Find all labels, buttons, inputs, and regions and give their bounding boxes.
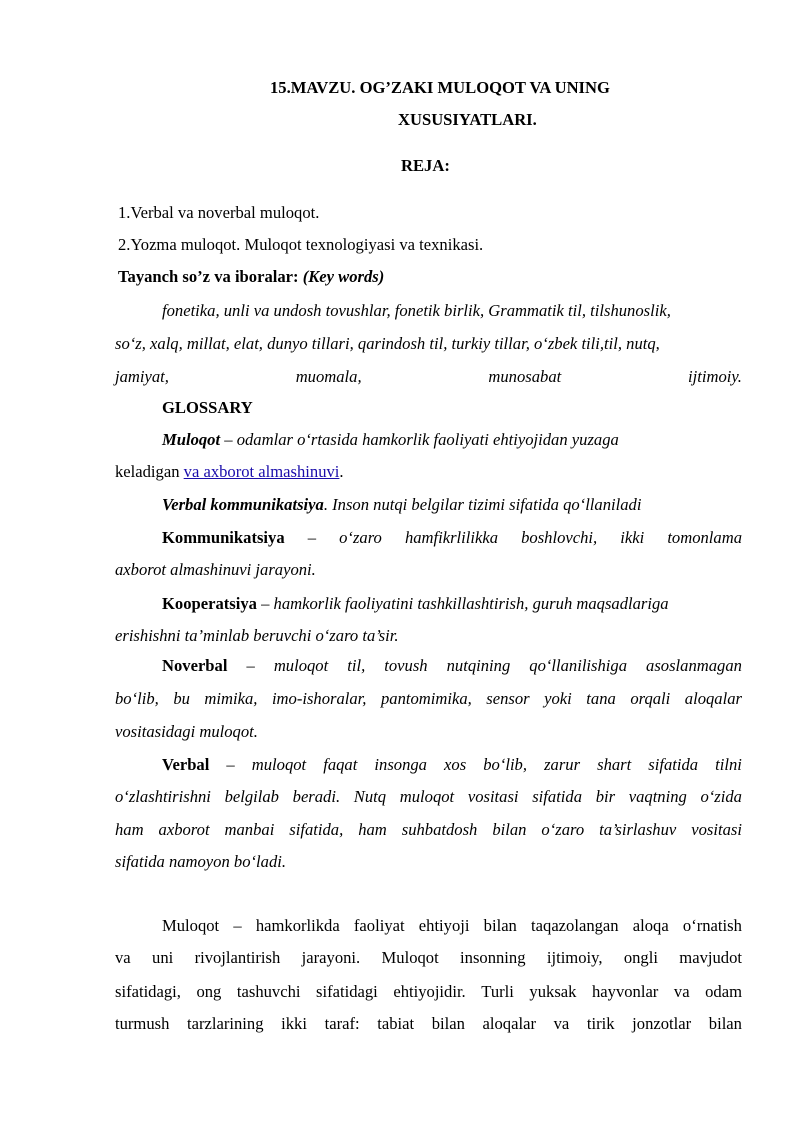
word: aloqa: [632, 916, 669, 935]
word: vaqtning: [628, 787, 687, 806]
word: vositasi: [467, 787, 519, 806]
word: taqazolangan: [531, 916, 619, 935]
glossary-term-muloqot: Muloqot: [162, 430, 221, 449]
glossary-term-kooperatsiya: Kooperatsiya: [162, 594, 257, 613]
word: va: [673, 982, 690, 1001]
word: muloqot: [399, 787, 455, 806]
word: hamkorlikda: [255, 916, 340, 935]
keywords-line-1: fonetika, unli va undosh tovushlar, fonetik birlik, Grammatik til, tilshunoslik,: [162, 301, 671, 320]
word: muloqot: [251, 755, 307, 774]
word: mavjudot: [679, 948, 742, 967]
keywords-heading: [118, 267, 384, 287]
word: qo‘llanilishiga: [529, 656, 628, 675]
word: ongli: [623, 948, 658, 967]
word: asoslanmagan: [646, 656, 742, 675]
body-paragraph-line-2: [115, 948, 742, 968]
word: –: [246, 656, 255, 675]
keywords-label-en: (Key words): [302, 267, 385, 286]
word: jarayoni.: [301, 948, 361, 967]
plan-item-2: 2.Yozma muloqot. Muloqot texnologiyasi va texnikasi.: [118, 235, 484, 254]
word: ham: [358, 820, 387, 839]
word: tomonlama: [667, 528, 742, 547]
word: ehtiyojidir.: [393, 982, 466, 1001]
word: shart: [597, 755, 632, 774]
word: ijtimoiy.: [688, 367, 742, 386]
word: va: [553, 1014, 570, 1033]
glossary-def-verbal-line2: [115, 787, 742, 807]
word: insonga: [374, 755, 427, 774]
glossary-entry-verbal: [162, 755, 742, 775]
keywords-line-2: so‘z, xalq, millat, elat, dunyo tillari, qarindosh til, turkiy tillar, o‘zbek tili,til, nutq,: [115, 334, 660, 353]
body-paragraph-line-4: [115, 1014, 742, 1034]
glossary-def-kommunikatsiya-line2: axborot almashinuvi jarayoni.: [115, 560, 316, 579]
word: bilan: [708, 1014, 742, 1033]
word: sifatida: [532, 787, 583, 806]
word: zarur: [544, 755, 581, 774]
glossary-entry-muloqot-cont: [115, 462, 344, 482]
glossary-entry-kooperatsiya: [162, 594, 669, 614]
glossary-def-muloqot: – odamlar o‘rtasida hamkorlik faoliyati ehtiyojidan yuzaga: [220, 430, 619, 449]
word: ehtiyoji: [418, 916, 470, 935]
word: –: [226, 755, 235, 774]
glossary-entry-verbal-kommunikatsiya: [162, 495, 641, 515]
glossary-entry-muloqot: [162, 430, 619, 450]
word: sifatidagi,: [115, 982, 181, 1001]
word: muomala,: [295, 367, 362, 386]
word: boshlovchi,: [521, 528, 598, 547]
word: tilni: [715, 755, 742, 774]
word: hamfikrlilikka: [404, 528, 499, 547]
body-paragraph-line-1: [162, 916, 742, 936]
word: va: [115, 948, 131, 967]
word: ikki: [620, 528, 645, 547]
body-paragraph-line-3: [115, 982, 742, 1002]
word: jamiyat,: [115, 367, 169, 386]
glossary-def-muloqot-prefix: keladigan: [115, 462, 184, 481]
word: tana: [586, 689, 616, 708]
word: –: [307, 528, 317, 547]
word: bilan: [483, 916, 517, 935]
word: tovush: [384, 656, 428, 675]
glossary-term-verbal: Verbal: [162, 755, 210, 774]
word: hayvonlar: [591, 982, 659, 1001]
word: aloqalar: [684, 689, 742, 708]
word: munosabat: [488, 367, 562, 386]
word: sensor: [486, 689, 530, 708]
glossary-def-noverbal-line3: vositasidagi muloqot.: [115, 722, 258, 741]
word: sifatida: [648, 755, 699, 774]
word: rivojlantirish: [194, 948, 281, 967]
word: odam: [705, 982, 742, 1001]
word: bilan: [431, 1014, 465, 1033]
word: bo‘lib,: [483, 755, 528, 774]
word: vositasi: [691, 820, 742, 839]
glossary-def-verbal-kommunikatsiya: . Inson nutqi belgilar tizimi sifatida qo‘llaniladi: [323, 495, 642, 514]
word: tirik: [586, 1014, 615, 1033]
word: sifatida,: [289, 820, 344, 839]
word: bo‘lib,: [115, 689, 159, 708]
page-title-line2: XUSUSIYATLARI.: [398, 110, 537, 129]
word: ong: [196, 982, 222, 1001]
word: o‘zaro: [339, 528, 382, 547]
word: bilan: [492, 820, 527, 839]
glossary-heading: GLOSSARY: [162, 398, 253, 417]
word: taraf:: [324, 1014, 360, 1033]
word: turmush: [115, 1014, 170, 1033]
glossary-def-muloqot-suffix: .: [339, 462, 344, 481]
word: yuksak: [529, 982, 577, 1001]
word: belgilab: [224, 787, 279, 806]
word: o‘zida: [700, 787, 742, 806]
glossary-def-verbal-line4: sifatida namoyon bo‘ladi.: [115, 852, 287, 871]
word: muloqot: [273, 656, 329, 675]
glossary-term-noverbal: Noverbal: [162, 656, 228, 675]
word: o‘rnatish: [682, 916, 742, 935]
word: Muloqot: [381, 948, 439, 967]
word: bu: [173, 689, 190, 708]
word: tashuvchi: [236, 982, 301, 1001]
glossary-link-axborot[interactable]: va axborot almashinuvi: [183, 462, 340, 481]
word: o‘zlashtirishni: [115, 787, 211, 806]
word: manbai: [224, 820, 275, 839]
keywords-label: Tayanch so’z va iboralar:: [118, 267, 299, 286]
glossary-entry-noverbal: [162, 656, 742, 676]
word: sifatidagi: [316, 982, 378, 1001]
word: mimika,: [204, 689, 258, 708]
word: –: [233, 916, 242, 935]
plan-heading: REJA:: [401, 156, 450, 175]
word: faoliyat: [353, 916, 405, 935]
word: orqali: [630, 689, 671, 708]
word: yoki: [544, 689, 572, 708]
word: ta’sirlashuv: [599, 820, 677, 839]
word: xos: [444, 755, 467, 774]
word: o‘zaro: [541, 820, 585, 839]
glossary-term-kommunikatsiya: Kommunikatsiya: [162, 528, 285, 547]
glossary-def-noverbal-line2: [115, 689, 742, 709]
glossary-entry-kommunikatsiya: [162, 528, 742, 548]
word: Nutq: [353, 787, 387, 806]
plan-item-1: 1.Verbal va noverbal muloqot.: [118, 203, 320, 222]
word: Turli: [481, 982, 514, 1001]
word: insonning: [460, 948, 526, 967]
word: axborot: [158, 820, 210, 839]
word: Muloqot: [162, 916, 220, 935]
word: bir: [595, 787, 616, 806]
word: ham: [115, 820, 144, 839]
word: uni: [152, 948, 174, 967]
word: ikki: [281, 1014, 307, 1033]
word: pantomimika,: [380, 689, 472, 708]
keywords-line-3: [115, 367, 742, 387]
word: tabiat: [377, 1014, 415, 1033]
word: ijtimoiy,: [546, 948, 603, 967]
word: nutqining: [446, 656, 511, 675]
word: imo-ishoralar,: [271, 689, 367, 708]
page-title-line1: 15.MAVZU. OG’ZAKI MULOQOT VA UNING: [270, 78, 610, 97]
word: aloqalar: [482, 1014, 536, 1033]
word: jonzotlar: [632, 1014, 692, 1033]
word: beradi.: [292, 787, 341, 806]
word: tarzlarining: [187, 1014, 264, 1033]
glossary-def-kooperatsiya: – hamkorlik faoliyatini tashkillashtirish, guruh maqsadlariga: [256, 594, 669, 613]
glossary-term-verbal-kommunikatsiya: Verbal kommunikatsiya: [162, 495, 324, 514]
glossary-def-verbal-line3: [115, 820, 742, 840]
word: til,: [347, 656, 366, 675]
word: suhbatdosh: [401, 820, 478, 839]
glossary-def-kooperatsiya-line2: erishishni ta’minlab beruvchi o‘zaro ta’sir.: [115, 626, 399, 645]
word: faqat: [323, 755, 358, 774]
